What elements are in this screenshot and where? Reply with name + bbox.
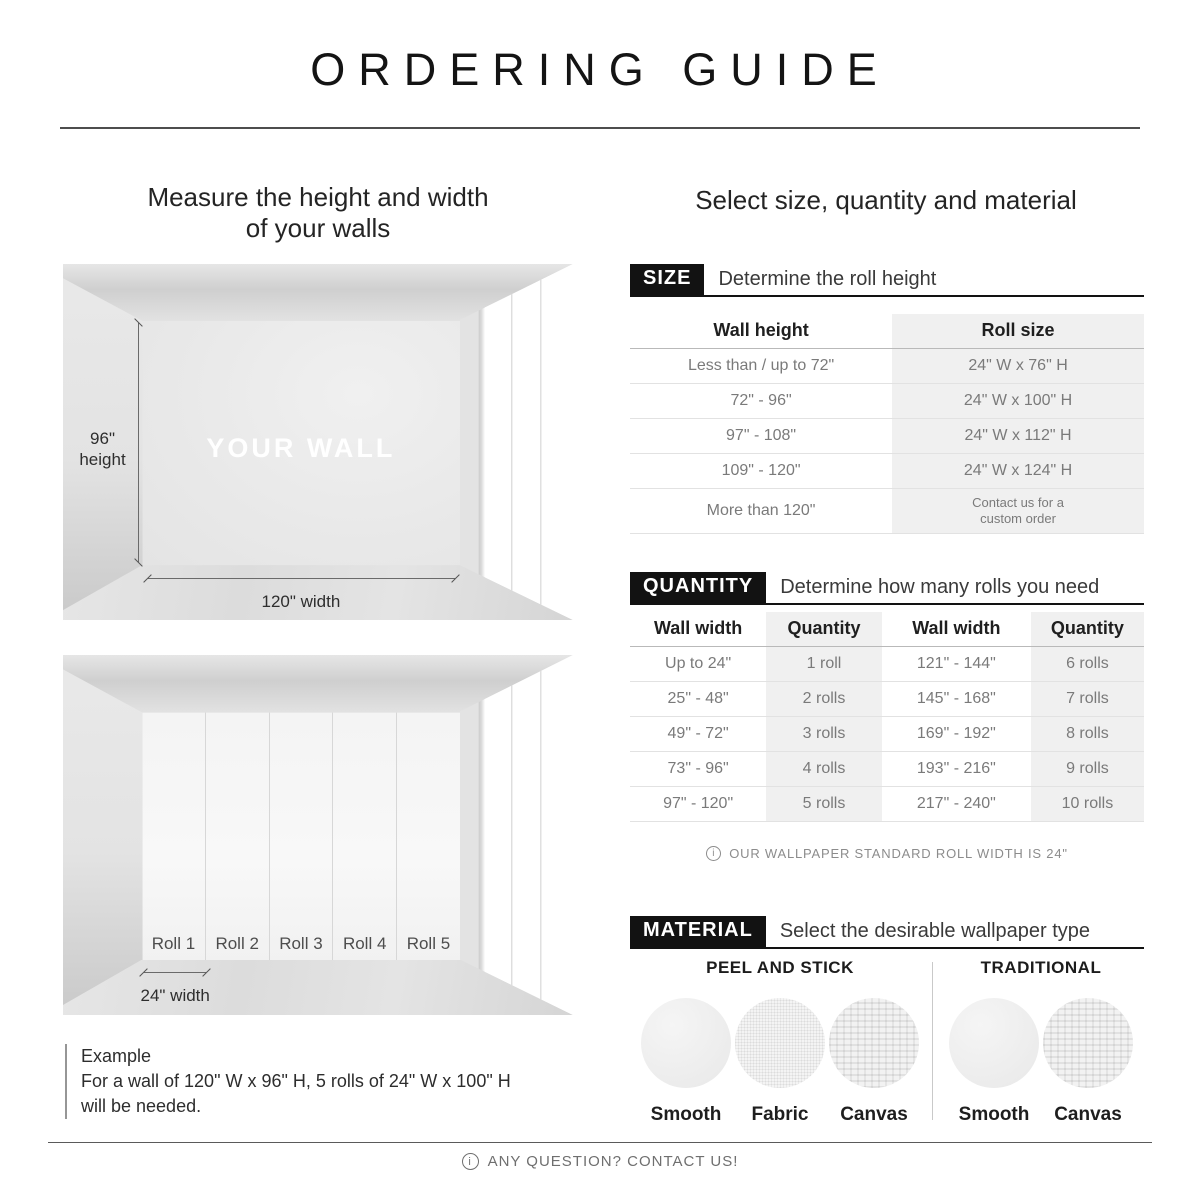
swatch-label: Smooth — [958, 1104, 1030, 1125]
left-wall — [63, 655, 143, 1015]
width-measure-line — [148, 578, 455, 579]
back-wall — [142, 320, 460, 566]
table-row — [630, 752, 1144, 787]
roll-panel — [397, 712, 460, 960]
wall-height-cell: 109" - 120" — [721, 462, 801, 479]
material-group-divider — [932, 962, 933, 1120]
swatch-smooth — [948, 998, 1040, 1126]
size-table — [630, 314, 1144, 534]
quantity-table-body — [630, 647, 1144, 822]
roll-label: Roll 1 — [151, 933, 196, 953]
swatch-row — [630, 998, 930, 1126]
col-wall-width: Wall width — [653, 618, 743, 638]
header-divider — [60, 127, 1140, 129]
size-section-label: SIZE — [630, 264, 704, 295]
example-note — [65, 1044, 557, 1119]
material-group-name: TRADITIONAL — [980, 958, 1102, 977]
roll-width-measure-line — [144, 972, 207, 973]
wall-width-cell: 169" - 192" — [916, 725, 996, 742]
smooth-texture-swatch — [949, 998, 1039, 1088]
quantity-table-header — [630, 612, 1144, 647]
quantity-cell: 4 rolls — [766, 752, 882, 786]
roll-size-cell: 24" W x 124" H — [892, 454, 1144, 488]
window-panes — [485, 655, 573, 1015]
left-heading-line1: Measure the height and width — [147, 182, 489, 212]
col-quantity: Quantity — [1031, 612, 1144, 646]
roll-panel — [142, 712, 206, 960]
swatch-row — [938, 998, 1144, 1126]
swatch-label: Fabric — [751, 1104, 809, 1125]
table-row — [630, 647, 1144, 682]
roll-label: Roll 5 — [406, 933, 451, 953]
footer-divider — [48, 1142, 1152, 1143]
swatch-fabric — [734, 998, 826, 1126]
quantity-section-description: Determine how many rolls you need — [780, 576, 1100, 598]
quantity-cell: 10 rolls — [1031, 787, 1144, 821]
material-group-traditional — [938, 958, 1144, 1126]
quantity-cell: 8 rolls — [1031, 717, 1144, 751]
wall-width-cell: 193" - 216" — [916, 760, 996, 777]
wall-height-cell: Less than / up to 72" — [687, 357, 835, 374]
footer-contact — [0, 1153, 1200, 1170]
left-heading-line2: of your walls — [245, 213, 391, 243]
wall-height-cell: More than 120" — [706, 502, 816, 519]
quantity-cell: 6 rolls — [1031, 647, 1144, 681]
table-row — [630, 384, 1144, 419]
wall-width-cell: 49" - 72" — [667, 725, 729, 742]
table-row — [630, 489, 1144, 534]
fabric-texture-swatch — [735, 998, 825, 1088]
roll-label: Roll 2 — [215, 933, 259, 953]
roll-width-measure-label: 24" width — [140, 985, 210, 1005]
roll-size-cell: 24" W x 112" H — [892, 419, 1144, 453]
table-row — [630, 787, 1144, 822]
wall-width-cell: 73" - 96" — [667, 760, 729, 777]
table-row — [630, 419, 1144, 454]
size-table-body — [630, 349, 1144, 534]
roll-size-cell: 24" W x 100" H — [892, 384, 1144, 418]
swatch-canvas — [828, 998, 920, 1126]
example-line2: will be needed. — [81, 1096, 202, 1116]
info-icon: i — [462, 1153, 479, 1170]
roll-size-cell: 24" W x 76" H — [892, 349, 1144, 383]
quantity-cell: 1 roll — [766, 647, 882, 681]
footer-contact-text: ANY QUESTION? CONTACT US! — [487, 1153, 739, 1170]
col-wall-height: Wall height — [713, 320, 809, 340]
info-icon: i — [706, 846, 721, 861]
swatch-smooth — [640, 998, 732, 1126]
size-section-header — [630, 264, 1144, 297]
page-title: ORDERING GUIDE — [310, 44, 890, 95]
quantity-section-label: QUANTITY — [630, 572, 766, 603]
table-row — [630, 717, 1144, 752]
height-measure-label — [71, 428, 135, 470]
height-measure-line — [138, 323, 139, 562]
swatch-label: Smooth — [650, 1104, 722, 1125]
col-quantity: Quantity — [766, 612, 882, 646]
col-roll-size: Roll size — [892, 314, 1144, 348]
right-column-heading: Select size, quantity and material — [695, 185, 1077, 215]
left-column-heading — [63, 182, 573, 244]
smooth-texture-swatch — [641, 998, 731, 1088]
wall-width-cell: 145" - 168" — [916, 690, 996, 707]
example-title: Example — [81, 1046, 152, 1066]
canvas-texture-swatch — [1043, 998, 1133, 1088]
swatch-canvas — [1042, 998, 1134, 1126]
roll-label: Roll 3 — [279, 933, 323, 953]
your-wall-label: YOUR WALL — [206, 432, 396, 463]
material-section-label: MATERIAL — [630, 916, 766, 947]
back-wall — [142, 712, 460, 960]
height-value: 96" — [90, 428, 115, 448]
example-line1: For a wall of 120" W x 96" H, 5 rolls of 24" W x 100" H — [81, 1071, 511, 1091]
table-row — [630, 454, 1144, 489]
quantity-cell: 3 rolls — [766, 717, 882, 751]
material-group-name: PEEL AND STICK — [706, 958, 854, 977]
swatch-label: Canvas — [1054, 1104, 1122, 1125]
wall-height-cell: 97" - 108" — [726, 427, 797, 444]
roll-width-note — [630, 846, 1144, 861]
width-measure-label: 120" width — [261, 591, 341, 611]
wall-width-cell: 217" - 240" — [916, 795, 996, 812]
quantity-table — [630, 612, 1144, 822]
wall-width-cell: Up to 24" — [665, 655, 732, 672]
room-illustration-rolls — [63, 655, 573, 1015]
size-section-description: Determine the roll height — [718, 268, 937, 290]
table-row — [630, 349, 1144, 384]
window — [460, 264, 573, 620]
roll-panel — [206, 712, 270, 960]
wall-width-cell: 25" - 48" — [667, 690, 729, 707]
wall-width-cell: 121" - 144" — [916, 655, 996, 672]
roll-panel — [270, 712, 334, 960]
material-section-description: Select the desirable wallpaper type — [779, 920, 1091, 942]
quantity-cell: 5 rolls — [766, 787, 882, 821]
quantity-cell: 2 rolls — [766, 682, 882, 716]
canvas-texture-swatch — [829, 998, 919, 1088]
custom-order-line1: Contact us for a — [972, 495, 1064, 510]
quantity-cell: 7 rolls — [1031, 682, 1144, 716]
wallpaper-rolls — [142, 712, 460, 960]
quantity-section-header — [630, 572, 1144, 605]
roll-size-cell — [892, 489, 1144, 533]
material-group-peel-and-stick — [630, 958, 930, 1126]
window-panes — [485, 264, 573, 620]
wall-width-cell: 97" - 120" — [663, 795, 734, 812]
quantity-cell: 9 rolls — [1031, 752, 1144, 786]
roll-width-note-text: OUR WALLPAPER STANDARD ROLL WIDTH IS 24" — [729, 846, 1068, 861]
room-illustration-measure — [63, 264, 573, 620]
wall-height-cell: 72" - 96" — [730, 392, 792, 409]
swatch-label: Canvas — [840, 1104, 908, 1125]
roll-label: Roll 4 — [342, 933, 387, 953]
col-wall-width: Wall width — [912, 618, 1001, 638]
window — [460, 655, 573, 1015]
material-section-header — [630, 916, 1144, 949]
custom-order-line2: custom order — [980, 511, 1056, 526]
table-row — [630, 682, 1144, 717]
roll-panel — [333, 712, 397, 960]
height-word: height — [79, 449, 126, 469]
size-table-header — [630, 314, 1144, 349]
